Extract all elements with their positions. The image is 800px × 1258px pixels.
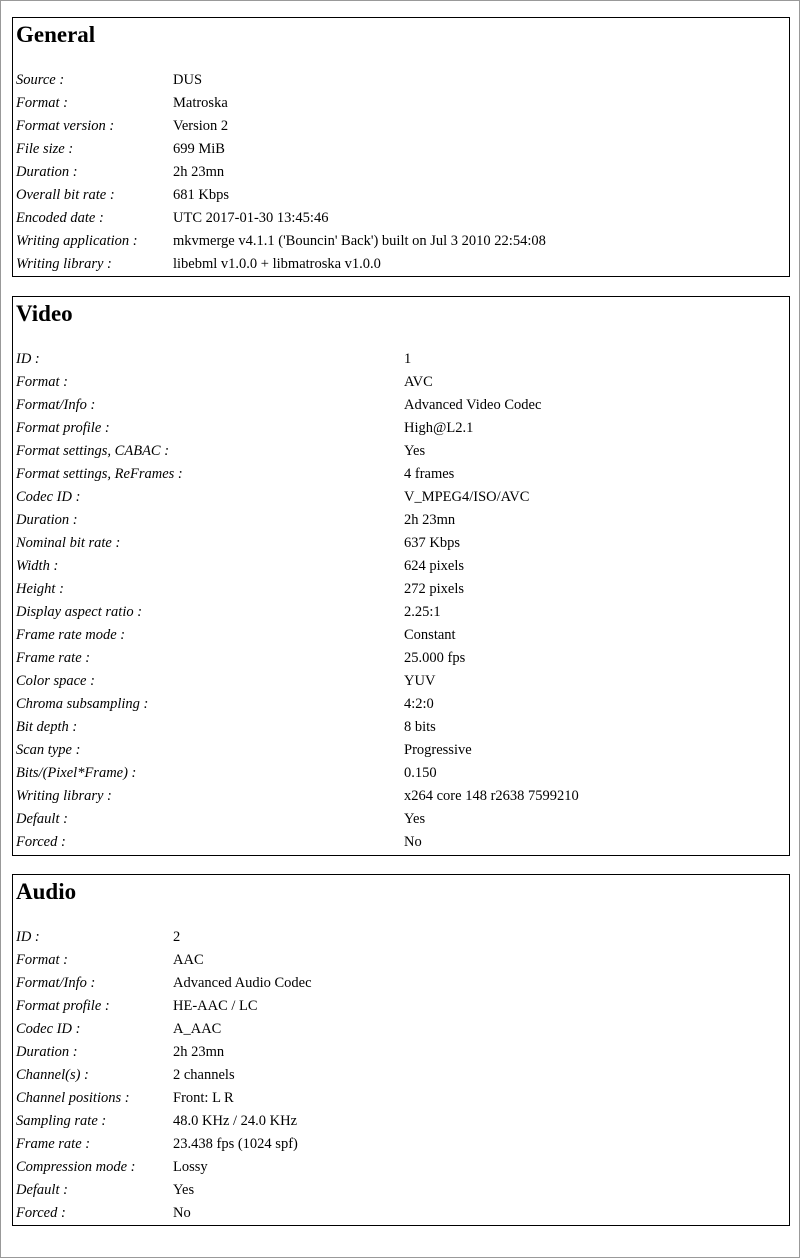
field-value: 25.000 fps xyxy=(404,650,466,666)
info-row xyxy=(16,1133,786,1156)
info-row xyxy=(16,693,786,716)
field-value: 2h 23mn xyxy=(404,512,456,528)
field-label: Writing application : xyxy=(16,233,138,249)
info-row xyxy=(16,972,786,995)
field-value: No xyxy=(173,1205,191,1221)
field-value: Advanced Audio Codec xyxy=(173,975,312,991)
field-value: Front: L R xyxy=(173,1090,234,1106)
section-audio xyxy=(12,874,790,1226)
info-row xyxy=(16,1064,786,1087)
section-general xyxy=(12,17,790,277)
info-row xyxy=(16,1202,786,1225)
field-label: ID : xyxy=(16,929,40,945)
field-label: Encoded date : xyxy=(16,210,104,226)
field-label: Format profile : xyxy=(16,998,110,1014)
field-label: Format/Info : xyxy=(16,397,96,413)
field-value: 272 pixels xyxy=(404,581,465,597)
field-label: Format version : xyxy=(16,118,115,134)
field-value: 8 bits xyxy=(404,719,436,735)
field-value: UTC 2017-01-30 13:45:46 xyxy=(173,210,329,226)
info-row xyxy=(16,601,786,624)
info-row xyxy=(16,949,786,972)
field-label: Forced : xyxy=(16,1205,66,1221)
info-row xyxy=(16,371,786,394)
field-label: Default : xyxy=(16,811,68,827)
info-row xyxy=(16,184,786,207)
info-row xyxy=(16,230,786,253)
field-value: Version 2 xyxy=(173,118,229,134)
info-row xyxy=(16,1110,786,1133)
info-row xyxy=(16,808,786,831)
field-label: Duration : xyxy=(16,1044,78,1060)
info-row xyxy=(16,1156,786,1179)
field-value: 699 MiB xyxy=(173,141,225,157)
field-value: 4 frames xyxy=(404,466,455,482)
info-row xyxy=(16,115,786,138)
field-label: Writing library : xyxy=(16,788,112,804)
field-value: 2h 23mn xyxy=(173,1044,225,1060)
info-row xyxy=(16,532,786,555)
field-label: Color space : xyxy=(16,673,95,689)
field-label: Chroma subsampling : xyxy=(16,696,149,712)
info-row xyxy=(16,92,786,115)
field-label: Writing library : xyxy=(16,256,112,272)
info-row xyxy=(16,348,786,371)
field-value: 2.25:1 xyxy=(404,604,441,620)
field-value: x264 core 148 r2638 7599210 xyxy=(404,788,579,804)
field-value: Yes xyxy=(173,1182,195,1198)
field-label: Codec ID : xyxy=(16,489,81,505)
info-row xyxy=(16,161,786,184)
info-row xyxy=(16,1179,786,1202)
info-row xyxy=(16,670,786,693)
field-value: 1 xyxy=(404,351,412,367)
field-value: 2h 23mn xyxy=(173,164,225,180)
field-label: Frame rate : xyxy=(16,650,91,666)
field-label: Format settings, CABAC : xyxy=(16,443,170,459)
field-value: 2 channels xyxy=(173,1067,235,1083)
field-value: Progressive xyxy=(404,742,472,758)
info-row xyxy=(16,253,786,276)
field-label: Nominal bit rate : xyxy=(16,535,121,551)
field-value: Advanced Video Codec xyxy=(404,397,542,413)
field-label: Compression mode : xyxy=(16,1159,136,1175)
info-row xyxy=(16,578,786,601)
field-label: Bit depth : xyxy=(16,719,78,735)
field-label: Channel positions : xyxy=(16,1090,130,1106)
info-row xyxy=(16,647,786,670)
field-value: 681 Kbps xyxy=(173,187,229,203)
field-value: 637 Kbps xyxy=(404,535,460,551)
field-value: 0.150 xyxy=(404,765,437,781)
field-label: Format/Info : xyxy=(16,975,96,991)
field-label: Bits/(Pixel*Frame) : xyxy=(16,765,137,781)
info-row xyxy=(16,207,786,230)
info-row xyxy=(16,509,786,532)
field-value: A_AAC xyxy=(173,1021,222,1037)
field-label: Height : xyxy=(16,581,64,597)
field-value: mkvmerge v4.1.1 ('Bouncin' Back') built on Jul 3 2010 22:54:08 xyxy=(173,233,546,249)
field-label: Duration : xyxy=(16,512,78,528)
field-label: File size : xyxy=(16,141,74,157)
field-label: Format : xyxy=(16,952,68,968)
info-row xyxy=(16,926,786,949)
field-value: High@L2.1 xyxy=(404,420,474,436)
info-row xyxy=(16,69,786,92)
field-value: YUV xyxy=(404,673,436,689)
field-value: AAC xyxy=(173,952,204,968)
info-row xyxy=(16,762,786,785)
section-title: Audio xyxy=(16,879,77,904)
field-label: Scan type : xyxy=(16,742,81,758)
info-row xyxy=(16,716,786,739)
field-label: Overall bit rate : xyxy=(16,187,115,203)
field-value: 624 pixels xyxy=(404,558,465,574)
field-label: Default : xyxy=(16,1182,68,1198)
info-row xyxy=(16,394,786,417)
info-row xyxy=(16,1041,786,1064)
field-label: Codec ID : xyxy=(16,1021,81,1037)
info-row xyxy=(16,1018,786,1041)
field-label: Display aspect ratio : xyxy=(16,604,143,620)
section-title: Video xyxy=(16,301,73,326)
field-value: 2 xyxy=(173,929,181,945)
field-value: Lossy xyxy=(173,1159,208,1175)
field-label: Frame rate : xyxy=(16,1136,91,1152)
info-row xyxy=(16,624,786,647)
field-label: Width : xyxy=(16,558,59,574)
field-label: Channel(s) : xyxy=(16,1067,89,1083)
info-row xyxy=(16,417,786,440)
info-row xyxy=(16,1087,786,1110)
field-value: Yes xyxy=(404,443,426,459)
info-row xyxy=(16,138,786,161)
field-label: Frame rate mode : xyxy=(16,627,126,643)
field-value: No xyxy=(404,834,422,850)
info-row xyxy=(16,463,786,486)
section-video xyxy=(12,296,790,856)
field-value: 48.0 KHz / 24.0 KHz xyxy=(173,1113,298,1129)
info-row xyxy=(16,739,786,762)
field-value: Matroska xyxy=(173,95,228,111)
info-row xyxy=(16,785,786,808)
field-label: Format : xyxy=(16,95,68,111)
field-value: DUS xyxy=(173,72,203,88)
field-value: HE-AAC / LC xyxy=(173,998,258,1014)
info-row xyxy=(16,831,786,854)
info-row xyxy=(16,440,786,463)
info-row xyxy=(16,486,786,509)
field-label: Format settings, ReFrames : xyxy=(16,466,183,482)
info-row xyxy=(16,995,786,1018)
field-value: 4:2:0 xyxy=(404,696,434,712)
field-value: Yes xyxy=(404,811,426,827)
field-label: Forced : xyxy=(16,834,66,850)
field-label: Duration : xyxy=(16,164,78,180)
field-value: AVC xyxy=(404,374,433,390)
field-label: Sampling rate : xyxy=(16,1113,107,1129)
field-label: ID : xyxy=(16,351,40,367)
field-label: Source : xyxy=(16,72,65,88)
field-label: Format profile : xyxy=(16,420,110,436)
field-value: 23.438 fps (1024 spf) xyxy=(173,1136,298,1152)
field-label: Format : xyxy=(16,374,68,390)
field-value: V_MPEG4/ISO/AVC xyxy=(404,489,530,505)
info-row xyxy=(16,555,786,578)
section-title: General xyxy=(16,22,96,47)
field-value: Constant xyxy=(404,627,456,643)
field-value: libebml v1.0.0 + libmatroska v1.0.0 xyxy=(173,256,381,272)
